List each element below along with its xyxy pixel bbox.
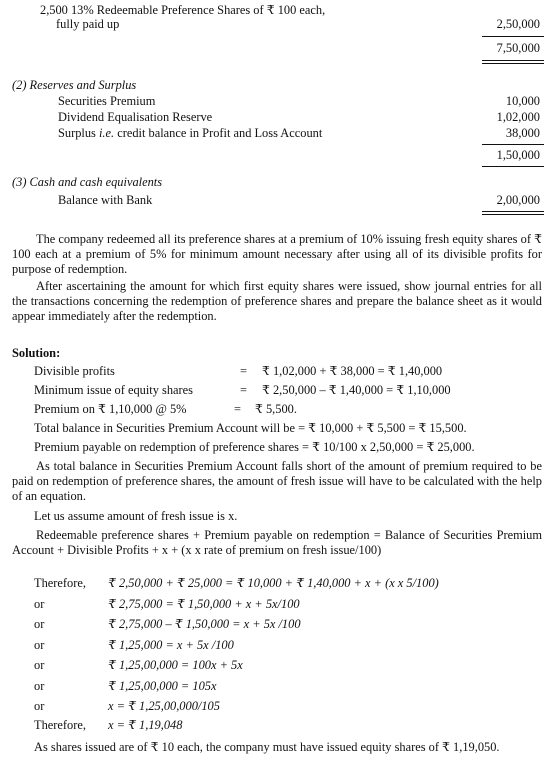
bank-balance-amount: 2,00,000 xyxy=(496,193,540,207)
reserves-rule-top xyxy=(482,144,544,145)
step-7-lead: or xyxy=(34,699,45,713)
step-6-expr: ₹ 1,25,00,000 = 105x xyxy=(108,679,217,693)
question-paragraph-2: After ascertaining the amount for which first equity shares were issued, show journal entries for all the transactions concerning the redemption of preference shares and prepare the balance sheet as it would appear immediately after the redemption. xyxy=(12,279,542,323)
equation-intro: Redeemable preference shares + Premium payable on redemption = Balance of Securities Premium Account + Divisible Profits + x + (x x rate of premium on fresh issue/100) xyxy=(12,528,542,557)
step-4-expr: ₹ 1,25,000 = x + 5x /100 xyxy=(108,638,234,652)
total-double-rule-top xyxy=(482,60,544,61)
premium-payable-line: Premium payable on redemption of preference shares = ₹ 10/100 x 2,50,000 = ₹ 25,000. xyxy=(34,440,475,454)
step-4-lead: or xyxy=(34,638,45,652)
conclusion-line: As shares issued are of ₹ 10 each, the company must have issued equity shares of ₹ 1,19,050. xyxy=(34,740,500,754)
reserves-total: 1,50,000 xyxy=(496,148,540,162)
step-7-expr: x = ₹ 1,25,00,000/105 xyxy=(108,699,220,713)
surplus-amount: 38,000 xyxy=(505,126,540,140)
subtotal-rule xyxy=(482,36,544,37)
calc-premium-label: Premium on ₹ 1,10,000 @ 5% xyxy=(34,402,187,416)
total-double-rule-bottom xyxy=(482,63,544,64)
solution-heading: Solution: xyxy=(12,346,61,360)
cash-rule-top xyxy=(482,211,544,212)
pref-shares-line2: fully paid up xyxy=(56,17,120,31)
step-8-lead: Therefore, xyxy=(34,718,86,732)
calc-min-issue-eq: = xyxy=(240,383,247,397)
securities-premium-amount: 10,000 xyxy=(505,94,540,108)
step-8-expr: x = ₹ 1,19,048 xyxy=(108,718,183,732)
dividend-reserve-amount: 1,02,000 xyxy=(496,110,540,124)
step-1-lead: Therefore, xyxy=(34,576,86,590)
reserves-heading: (2) Reserves and Surplus xyxy=(12,78,137,92)
total-premium-line: Total balance in Securities Premium Account will be = ₹ 10,000 + ₹ 5,500 = ₹ 15,500. xyxy=(34,421,467,435)
pref-shares-amount: 2,50,000 xyxy=(496,17,540,31)
assume-line: Let us assume amount of fresh issue is x. xyxy=(34,509,238,523)
surplus-label xyxy=(58,126,322,141)
step-5-expr: ₹ 1,25,00,000 = 100x + 5x xyxy=(108,658,243,672)
pref-shares-line1: 2,500 13% Redeemable Preference Shares of ₹ 100 each, xyxy=(40,3,326,17)
calc-premium-value: ₹ 5,500. xyxy=(255,402,297,416)
calc-min-issue-label: Minimum issue of equity shares xyxy=(34,383,193,397)
step-1-expr: ₹ 2,50,000 + ₹ 25,000 = ₹ 10,000 + ₹ 1,40,000 + x + (x x 5/100) xyxy=(108,576,439,590)
cash-heading: (3) Cash and cash equivalents xyxy=(12,175,163,189)
calc-divisible-value: ₹ 1,02,000 + ₹ 38,000 = ₹ 1,40,000 xyxy=(262,364,443,378)
bank-balance-label: Balance with Bank xyxy=(58,193,153,207)
share-capital-total: 7,50,000 xyxy=(496,41,540,55)
step-3-expr: ₹ 2,75,000 – ₹ 1,50,000 = x + 5x /100 xyxy=(108,617,301,631)
securities-premium-label: Securities Premium xyxy=(58,94,156,108)
surplus-label-post: credit balance in Profit and Loss Account xyxy=(114,126,323,140)
calc-min-issue-value: ₹ 2,50,000 – ₹ 1,40,000 = ₹ 1,10,000 xyxy=(262,383,451,397)
dividend-reserve-label: Dividend Equalisation Reserve xyxy=(58,110,213,124)
step-5-lead: or xyxy=(34,658,45,672)
calc-divisible-eq: = xyxy=(240,364,247,378)
step-2-lead: or xyxy=(34,597,45,611)
reserves-rule-bottom xyxy=(482,166,544,167)
calc-divisible-label: Divisible profits xyxy=(34,364,115,378)
cash-rule-bottom xyxy=(482,214,544,215)
surplus-label-ie: i.e. xyxy=(98,126,115,140)
shortfall-paragraph: As total balance in Securities Premium Account falls short of the amount of premium required to be paid on redemption of preference shares, the amount of fresh issue will have to be calculated with the help of an equation. xyxy=(12,459,542,503)
step-3-lead: or xyxy=(34,617,45,631)
step-2-expr: ₹ 2,75,000 = ₹ 1,50,000 + x + 5x/100 xyxy=(108,597,300,611)
step-6-lead: or xyxy=(34,679,45,693)
calc-premium-eq: = xyxy=(234,402,241,416)
question-paragraph-1: The company redeemed all its preference shares at a premium of 10% issuing fresh equity shares of ₹ 100 each at a premium of 5% for minimum amount necessary after using all of its divisible profits for purpose of redemption. xyxy=(12,232,542,276)
surplus-label-pre: Surplus xyxy=(58,126,99,140)
